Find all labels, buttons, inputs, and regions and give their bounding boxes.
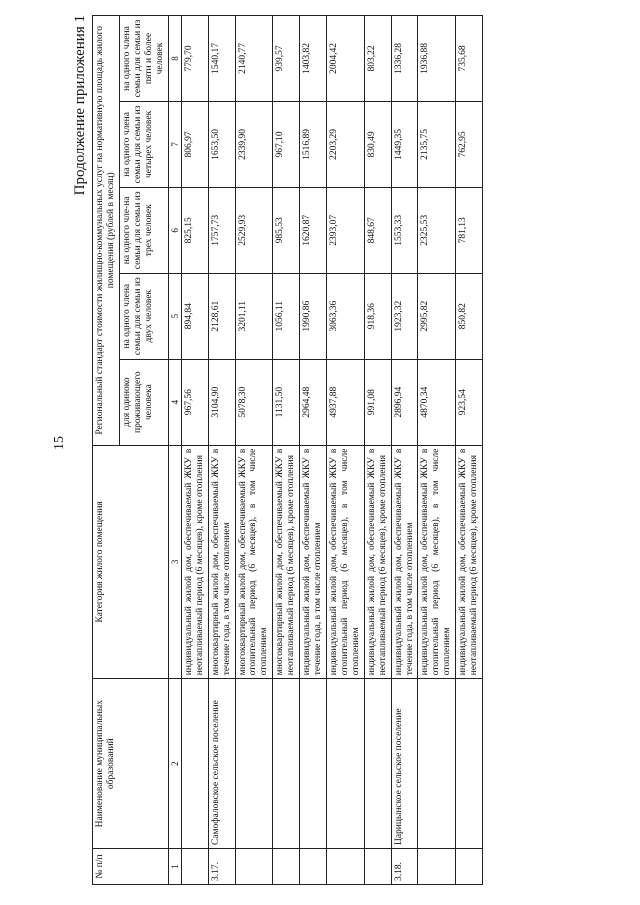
- row-num: [418, 849, 456, 885]
- row-value: 967,10: [273, 101, 300, 187]
- row-num: [364, 849, 391, 885]
- row-value: 2004,42: [327, 16, 365, 102]
- row-value: 1449,35: [391, 101, 418, 187]
- row-num: [273, 849, 300, 885]
- table-row: [300, 16, 327, 885]
- row-num: 3.17.: [208, 849, 235, 885]
- row-municipality: [418, 679, 456, 849]
- row-value: 1540,17: [208, 16, 235, 102]
- row-value: 830,49: [364, 101, 391, 187]
- row-value: 4937,88: [327, 359, 365, 445]
- column-index-row: [168, 16, 181, 885]
- row-municipality: [181, 679, 208, 849]
- column-index: 2: [168, 679, 181, 849]
- row-category: индивидуальный жилой дом, обеспечиваемый ЖКУ в неотапливаемый период (6 месяцев), кроме отопления: [181, 445, 208, 679]
- standards-table: [92, 15, 483, 885]
- row-municipality: [327, 679, 365, 849]
- row-value: 923,54: [456, 359, 483, 445]
- column-index: 5: [168, 273, 181, 359]
- row-value: 4870,34: [418, 359, 456, 445]
- row-value: 848,67: [364, 187, 391, 273]
- row-category: многоквартирный жилой дом, обеспечиваемый ЖКУ в отопительный период (6 месяцев), в том числе отоплением: [235, 445, 273, 679]
- row-num: [327, 849, 365, 885]
- row-value: 2393,07: [327, 187, 365, 273]
- row-category: многоквартирный жилой дом, обеспечиваемый ЖКУ в течение года, в том числе отоплением: [208, 445, 235, 679]
- row-value: 1056,11: [273, 273, 300, 359]
- row-value: 803,22: [364, 16, 391, 102]
- row-value: 3063,36: [327, 273, 365, 359]
- row-value: 1757,73: [208, 187, 235, 273]
- row-num: [300, 849, 327, 885]
- header-col8: на одного члена семьи для семьи из пяти и более человек: [119, 16, 168, 102]
- header-municipality: Наименование муниципальных образований: [93, 679, 169, 849]
- rotated-sheet: [72, 15, 632, 885]
- row-value: 762,95: [456, 101, 483, 187]
- row-value: 1553,33: [391, 187, 418, 273]
- row-category: индивидуальный жилой дом, обеспечиваемый ЖКУ в неотапливаемый период (6 месяцев), кроме отопления: [364, 445, 391, 679]
- row-value: 1990,86: [300, 273, 327, 359]
- table-row: [418, 16, 456, 885]
- table-row: [391, 16, 418, 885]
- header-col4: для одиноко проживающего человека: [119, 359, 168, 445]
- row-category: индивидуальный жилой дом, обеспечиваемый ЖКУ в отопительный период (6 месяцев), в том числе отоплением: [418, 445, 456, 679]
- row-value: 2896,94: [391, 359, 418, 445]
- row-value: 1131,50: [273, 359, 300, 445]
- appendix-label: Продолжение приложения 1: [72, 15, 88, 196]
- row-value: 967,56: [181, 359, 208, 445]
- table-row: [364, 16, 391, 885]
- row-value: 1653,50: [208, 101, 235, 187]
- header-col5: на одного члена семьи для семьи из двух человек: [119, 273, 168, 359]
- row-value: 2135,75: [418, 101, 456, 187]
- row-num: [235, 849, 273, 885]
- row-municipality: Царицынское сельское поселение: [391, 679, 418, 849]
- header-standard-group: Региональный стандарт стоимости жилищно-коммунальных услуг на нормативную площадь жилого помещения (рублей в месяц): [93, 16, 120, 446]
- table-row: [235, 16, 273, 885]
- row-value: 2140,77: [235, 16, 273, 102]
- row-value: 1936,88: [418, 16, 456, 102]
- row-num: [181, 849, 208, 885]
- row-value: 1620,87: [300, 187, 327, 273]
- row-value: 1336,28: [391, 16, 418, 102]
- row-value: 2529,93: [235, 187, 273, 273]
- column-index: 4: [168, 359, 181, 445]
- row-value: 3104,90: [208, 359, 235, 445]
- row-num: 3.18.: [391, 849, 418, 885]
- row-value: 781,13: [456, 187, 483, 273]
- row-category: многоквартирный жилой дом, обеспечиваемый ЖКУ в неотапливаемый период (6 месяцев), кроме отопления: [273, 445, 300, 679]
- column-index: 1: [168, 849, 181, 885]
- row-category: индивидуальный жилой дом, обеспечиваемый ЖКУ в течение года, в том числе отоплением: [300, 445, 327, 679]
- row-value: 5078,30: [235, 359, 273, 445]
- row-value: 991,08: [364, 359, 391, 445]
- row-value: 1516,89: [300, 101, 327, 187]
- row-value: 3201,11: [235, 273, 273, 359]
- column-index: 8: [168, 16, 181, 102]
- row-municipality: Самофаловское сельское поселение: [208, 679, 235, 849]
- row-value: 2128,61: [208, 273, 235, 359]
- row-category: индивидуальный жилой дом, обеспечиваемый ЖКУ в отопительный период (6 месяцев), в том числе отоплением: [327, 445, 365, 679]
- column-index: 3: [168, 445, 181, 679]
- row-value: 894,84: [181, 273, 208, 359]
- row-value: 939,57: [273, 16, 300, 102]
- row-municipality: [456, 679, 483, 849]
- row-value: 2339,90: [235, 101, 273, 187]
- row-value: 2964,48: [300, 359, 327, 445]
- row-category: индивидуальный жилой дом, обеспечиваемый ЖКУ в течение года, в том числе отоплением: [391, 445, 418, 679]
- table-row: [327, 16, 365, 885]
- header-category: Категория жилого помещения: [93, 445, 169, 679]
- row-value: 918,36: [364, 273, 391, 359]
- row-value: 2203,29: [327, 101, 365, 187]
- row-value: 825,15: [181, 187, 208, 273]
- table-row: [456, 16, 483, 885]
- row-category: индивидуальный жилой дом, обеспечиваемый ЖКУ в неотапливаемый период (6 месяцев), кроме отопления: [456, 445, 483, 679]
- header-col6: на одного чле-на семьи для семьи из трех человек: [119, 187, 168, 273]
- header-col7: на одного члена семьи для семьи из четырех человек: [119, 101, 168, 187]
- table-row: [273, 16, 300, 885]
- table-row: [208, 16, 235, 885]
- row-municipality: [300, 679, 327, 849]
- column-index: 6: [168, 187, 181, 273]
- row-value: 2995,82: [418, 273, 456, 359]
- header-num: № п/п: [93, 849, 169, 885]
- page-number: 15: [52, 436, 67, 450]
- row-value: 985,53: [273, 187, 300, 273]
- row-value: 2325,53: [418, 187, 456, 273]
- row-value: 1403,82: [300, 16, 327, 102]
- row-municipality: [235, 679, 273, 849]
- column-index: 7: [168, 101, 181, 187]
- row-municipality: [364, 679, 391, 849]
- row-value: 806,97: [181, 101, 208, 187]
- table-row: [181, 16, 208, 885]
- row-num: [456, 849, 483, 885]
- row-value: 735,68: [456, 16, 483, 102]
- row-municipality: [273, 679, 300, 849]
- row-value: 779,70: [181, 16, 208, 102]
- row-value: 1923,32: [391, 273, 418, 359]
- row-value: 850,82: [456, 273, 483, 359]
